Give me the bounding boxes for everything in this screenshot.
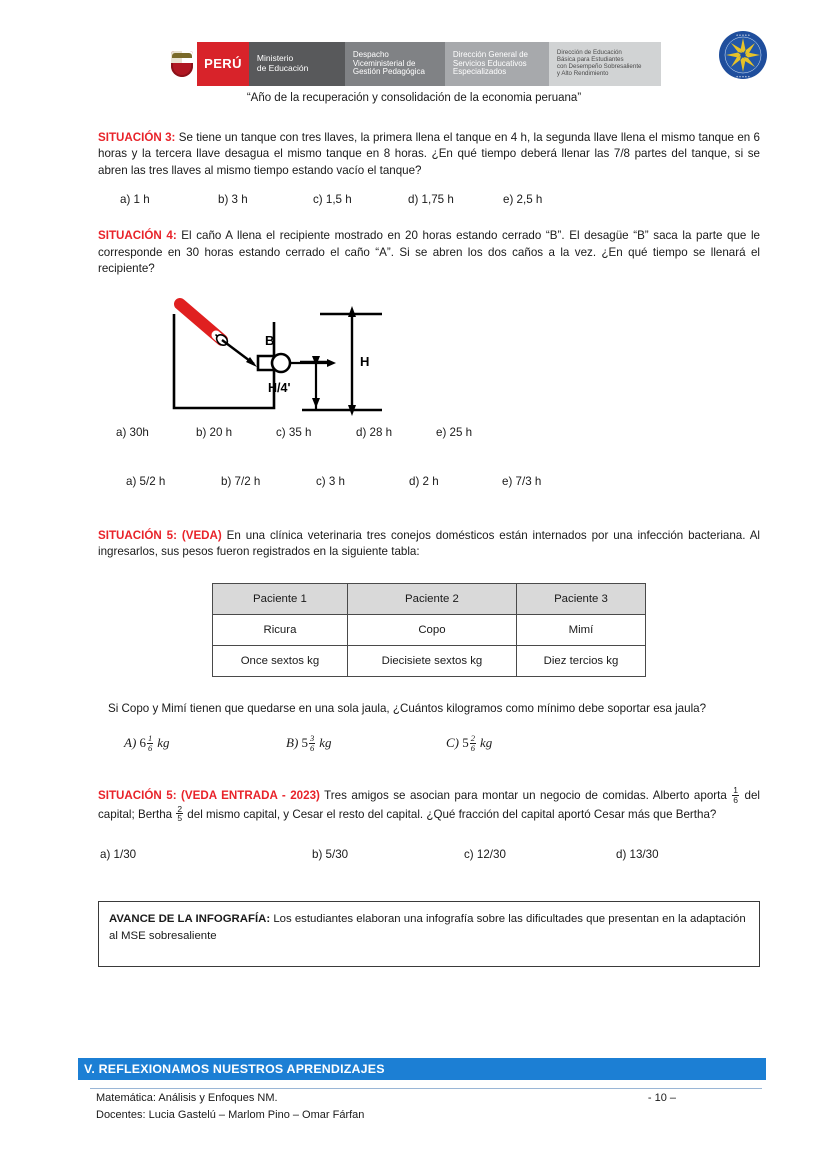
despacho-line-1: Despacho <box>352 49 389 59</box>
page-footer <box>96 1090 762 1123</box>
situacion-4-options-row-2 <box>98 475 760 488</box>
document-body <box>98 130 760 967</box>
option-C-fraction: $\frac{2}{6}$ <box>470 733 475 753</box>
option-a[interactable]: a) 5/2 h <box>126 474 166 488</box>
footer-course: Matemática: Análisis y Enfoques NM. <box>96 1092 278 1104</box>
option-a[interactable]: a) 30h <box>116 425 149 439</box>
option-C-unit: kg <box>480 735 493 751</box>
situacion-3-paragraph <box>98 130 760 179</box>
header-cell-2: Paciente 2 <box>347 583 516 614</box>
option-B-unit: kg <box>319 735 332 751</box>
situacion-5a-sublabel: (VEDA) <box>176 528 222 542</box>
patients-table-wrapper <box>98 583 760 677</box>
situacion-5b-block <box>98 787 760 861</box>
situacion-5b-label: SITUACIÓN 5: (VEDA ENTRADA - 2023) <box>98 789 320 803</box>
option-C-letter: C) <box>446 735 459 751</box>
situacion-5b-text-2: del capital; Bertha <box>98 789 760 821</box>
peru-label: PERÚ <box>197 42 249 86</box>
institutional-header <box>0 36 828 92</box>
footer-page-number: - 10 – <box>647 1092 676 1104</box>
situacion-5b-options <box>98 848 760 861</box>
vice-ministry-block <box>345 42 445 86</box>
footer-divider <box>90 1088 762 1089</box>
option-d[interactable]: d) 1,75 h <box>408 193 454 207</box>
direccion-line-1: Dirección General de <box>452 49 529 59</box>
footer-line-1 <box>96 1090 762 1107</box>
basic-education-block <box>549 42 661 86</box>
table-row <box>213 614 646 645</box>
option-B-fraction: $\frac{3}{6}$ <box>310 733 315 753</box>
cell-name-2: Copo <box>347 614 516 645</box>
option-A-whole: 6 <box>139 735 147 751</box>
cell-weight-2: Diecisiete sextos kg <box>347 645 516 676</box>
infografia-label: AVANCE DE LA INFOGRAFÍA: <box>109 913 271 926</box>
infografia-text: Los estudiantes elaboran una infografía sobre las dificultades que presentan en la adaptación al MSE sobresaliente <box>109 913 746 942</box>
year-motto: “Año de la recuperación y consolidación de la economia peruana” <box>246 92 582 104</box>
situacion-4-paragraph <box>98 228 760 277</box>
school-emblem-icon <box>718 30 768 80</box>
fraction-bertha: $\frac{2}{5}$ <box>177 803 183 824</box>
situacion-5a-text: En una clínica veterinaria tres conejos domésticos están internados por una infección bacteriana. Al ingresarlos, sus pesos fueron registrados en la siguiente tabla: <box>98 528 761 559</box>
option-A[interactable] <box>124 735 286 753</box>
ministry-banner <box>167 42 661 86</box>
option-B-letter: B) <box>286 735 299 751</box>
option-c[interactable]: c) 12/30 <box>464 848 506 862</box>
cell-name-1: Ricura <box>213 614 348 645</box>
basica-line-1: Dirección de Educación <box>556 49 622 57</box>
option-a[interactable]: a) 1 h <box>120 193 150 207</box>
option-b[interactable]: b) 5/30 <box>312 848 349 862</box>
option-c[interactable]: c) 1,5 h <box>313 193 352 207</box>
ministry-line-2: de Educación <box>256 63 309 73</box>
tank-diagram <box>98 292 760 424</box>
option-c[interactable]: c) 35 h <box>276 425 312 439</box>
cell-weight-1: Once sextos kg <box>213 645 348 676</box>
option-A-letter: A) <box>124 735 137 751</box>
patients-table <box>212 583 646 677</box>
section-heading-bar: V. REFLEXIONAMOS NUESTROS APRENDIZAJES <box>78 1058 766 1080</box>
direccion-line-2: Servicios Educativos <box>452 58 527 68</box>
situacion-4-options-row-1 <box>98 426 760 439</box>
option-A-fraction: $\frac{1}{6}$ <box>148 733 153 753</box>
option-C[interactable] <box>446 735 492 753</box>
option-c[interactable]: c) 3 h <box>316 474 345 488</box>
svg-text:★ ★ ★ ★ ★: ★ ★ ★ ★ ★ <box>736 75 750 79</box>
valve-label-B: B <box>265 332 275 348</box>
option-b[interactable]: b) 7/2 h <box>221 474 261 488</box>
option-e[interactable]: e) 2,5 h <box>503 193 543 207</box>
situacion-5a-paragraph <box>98 528 760 561</box>
situacion-5a-label: SITUACIÓN 5: <box>98 528 177 542</box>
ministry-line-1: Ministerio <box>256 53 294 64</box>
option-C-whole: 5 <box>462 735 469 751</box>
fraction-alberto: $\frac{1}{6}$ <box>733 785 739 806</box>
cell-weight-3: Diez tercios kg <box>516 645 645 676</box>
basica-line-2: Básica para Estudiantes <box>556 56 624 64</box>
header-cell-3: Paciente 3 <box>516 583 645 614</box>
table-row <box>213 645 646 676</box>
option-B[interactable] <box>286 735 446 753</box>
option-e[interactable]: e) 25 h <box>436 425 473 439</box>
option-d[interactable]: d) 2 h <box>409 474 439 488</box>
option-b[interactable]: b) 20 h <box>196 425 233 439</box>
ministry-block <box>249 42 345 86</box>
situacion-4-label: SITUACIÓN 4: <box>98 229 177 243</box>
option-b[interactable]: b) 3 h <box>218 193 248 207</box>
situacion-5a-question: Si Copo y Mimí tienen que quedarse en una sola jaula, ¿Cuántos kilogramos como mínimo debe soportar esa jaula? <box>108 701 707 715</box>
basica-line-3: con Desempeño Sobresaliente <box>556 63 642 70</box>
direccion-line-3: Especializados <box>452 67 507 77</box>
option-d[interactable]: d) 13/30 <box>616 848 659 862</box>
situacion-4-text: El caño A llena el recipiente mostrado en 20 horas estando cerrado “B”. El desagüe “B” saca la parte que le corresponde en 30 horas estando cerrado el caño “A”. Si se abren los dos caños a la vez. ¿En qué tiempo se llenará el recipiente? <box>98 229 760 276</box>
cell-name-3: Mimí <box>516 614 645 645</box>
general-direction-block <box>445 42 549 86</box>
situacion-5a-options <box>98 735 760 753</box>
basica-line-4: y Alto Rendimiento <box>556 69 609 77</box>
situacion-3-block <box>98 130 760 206</box>
situacion-5b-text-3: del mismo capital, y Cesar el resto del capital. ¿Qué fracción del capital aportó Cesar más que Bertha? <box>184 807 717 821</box>
situacion-5b-paragraph <box>98 787 760 824</box>
situacion-3-text: Se tiene un tanque con tres llaves, la primera llena el tanque en 4 h, la segunda llave llena el mismo tanque en 6 horas y la tercera llave desagua el mismo tanque en 8 horas. ¿En qué tiempo deberá llenar las 7/8 partes del tanque, si se abren las tres llaves al mismo tiempo estando vacío el tanque? <box>98 131 760 177</box>
situacion-3-options <box>98 193 760 206</box>
footer-teachers: Docentes: Lucia Gastelú – Marlom Pino – Omar Fárfan <box>96 1108 365 1121</box>
situacion-5a-block <box>98 528 760 754</box>
svg-text:★ ★ ★ ★ ★: ★ ★ ★ ★ ★ <box>736 34 750 37</box>
option-a[interactable]: a) 1/30 <box>100 848 137 862</box>
option-B-whole: 5 <box>301 735 309 751</box>
infografia-box <box>98 901 760 967</box>
partial-height-label: H/4' <box>268 380 291 395</box>
situacion-5b-text-1: Tres amigos se asocian para montar un negocio de comidas. Alberto aporta <box>319 789 732 803</box>
option-e[interactable]: e) 7/3 h <box>502 474 542 488</box>
peru-coat-of-arms-icon <box>167 42 197 86</box>
situacion-3-label: SITUACIÓN 3: <box>98 131 176 144</box>
height-label-H: H <box>360 353 370 369</box>
situacion-4-block <box>98 228 760 487</box>
despacho-line-3: Gestión Pedagógica <box>352 67 425 77</box>
header-cell-1: Paciente 1 <box>213 583 348 614</box>
option-d[interactable]: d) 28 h <box>356 425 393 439</box>
option-A-unit: kg <box>157 735 170 751</box>
despacho-line-2: Viceministerial de <box>352 58 416 68</box>
table-header-row <box>213 583 646 614</box>
